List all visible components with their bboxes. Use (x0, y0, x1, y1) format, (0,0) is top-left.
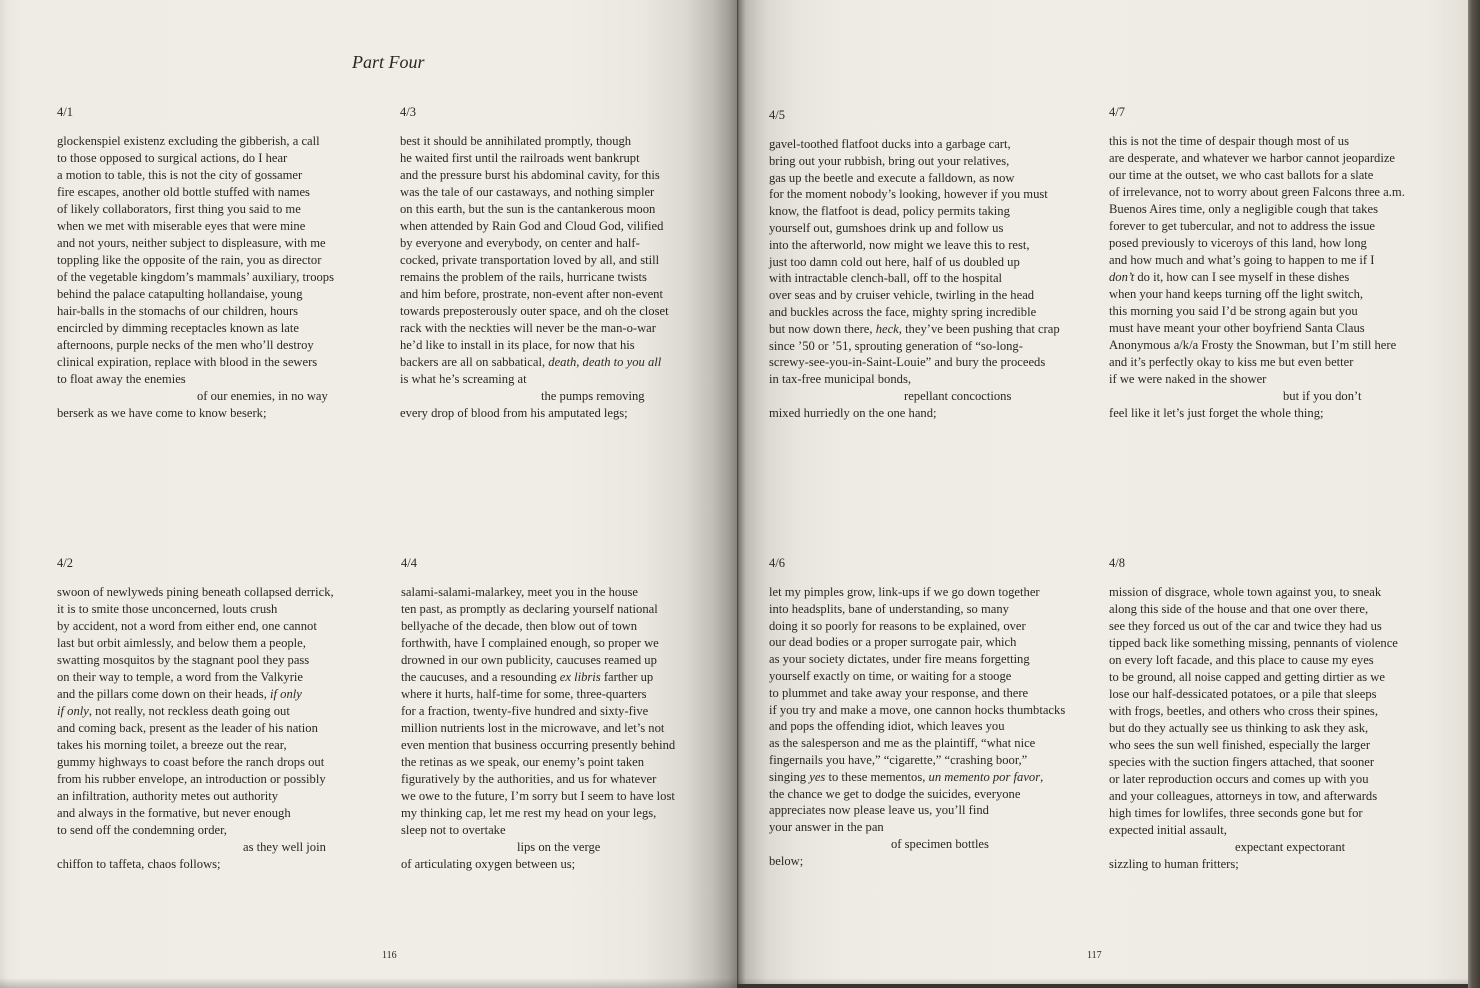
poem-line: with frogs, beetles, and others who cross their spines, (1109, 704, 1378, 718)
poem-line: feel like it let’s just forget the whole thing; (1109, 405, 1324, 420)
poem-line: a motion to table, this is not the city of gossamer (57, 167, 303, 182)
poem-number: 4/6 (769, 556, 785, 570)
poem-line (401, 669, 675, 686)
poem-line: bring out your rubbish, bring out your relatives, (769, 153, 1010, 168)
left-page (0, 0, 737, 988)
italic-phrase: death, death to you all (548, 354, 662, 369)
poem-line: since ’50 or ’51, sprouting generation of “so-long- (769, 338, 1023, 353)
poem-4-8 (1109, 555, 1398, 873)
italic-phrase: un memento por favor (928, 769, 1041, 784)
poem-line: or later reproduction occurs and comes up with you (1109, 772, 1369, 786)
poem-line (400, 354, 669, 371)
poem-line: of the vegetable kingdom’s mammals’ auxiliary, troops (57, 269, 334, 284)
poem-lines (57, 584, 334, 873)
poem-line: gas up the beetle and execute a falldown, as now (769, 170, 1015, 185)
poem-line: was the tale of our castaways, and nothing simpler (400, 184, 655, 199)
poem-line: fingernails you have,” “cigarette,” “crashing boor,” (769, 752, 1028, 767)
poem-line: every drop of blood from his amputated legs; (400, 405, 628, 420)
poem-line: when attended by Rain God and Cloud God, vilified (400, 218, 664, 233)
poem-line-dropped: as they well join (243, 840, 326, 854)
poem-line: remains the problem of the rails, hurricane twists (400, 269, 647, 284)
poem-line: and not yours, neither subject to displeasure, with me (57, 235, 326, 250)
poem-number: 4/5 (769, 108, 785, 122)
poem-line: bellyache of the decade, then blow out of town (401, 619, 638, 633)
poem-line: expected initial assault, (1109, 823, 1227, 837)
poem-number: 4/8 (1109, 556, 1125, 570)
poem-4-3 (400, 104, 669, 422)
poem-line: just too damn cold out here, half of us doubled up (769, 254, 1020, 269)
poem-line-dropped: of specimen bottles (891, 836, 989, 851)
poem-line: hair-balls in the stomachs of our children, hours (57, 303, 299, 318)
page-number: 117 (1087, 950, 1102, 961)
poem-line: to send off the condemning order, (57, 823, 227, 837)
poem-line: and the pressure burst his abdominal cavity, for this (400, 167, 660, 182)
poem-line: if you try and make a move, one cannon hocks thumbtacks (769, 702, 1066, 717)
poem-line: takes his morning toilet, a breeze out the rear, (57, 738, 287, 752)
poem-line: it is to smite those unconcerned, louts crush (57, 602, 278, 616)
poem-line: forthwith, have I complained enough, so proper we (401, 636, 659, 650)
poem-line: let my pimples grow, link-ups if we go down together (769, 585, 1040, 599)
poem-number: 4/1 (57, 104, 73, 119)
poem-line: and how much and what’s going to happen to me if I (1109, 252, 1375, 267)
poem-line: as the salesperson and me as the plaintiff, “what nice (769, 736, 1036, 751)
poem-line: to those opposed to surgical actions, do I hear (57, 150, 288, 165)
poem-line: but do they actually see us thinking to ask they ask, (1109, 721, 1369, 735)
poem-line: and buckles across the face, mighty spring incredible (769, 304, 1037, 319)
poem-line: drowned in our own publicity, caucuses reamed up (401, 653, 657, 667)
line-segment: but now down there, (769, 321, 876, 336)
poem-line-dropped: expectant expectorant (1235, 840, 1346, 854)
poem-line: in tax-free municipal bonds, (769, 372, 911, 387)
poem-line: yourself exactly on time, or waiting for a stooge (769, 668, 1012, 683)
poem-line: and always in the formative, but never enough (57, 806, 291, 820)
poem-line: afternoons, purple necks of the men who’ll destroy (57, 337, 314, 352)
poem-line (1109, 269, 1405, 286)
poem-line: berserk as we have come to know beserk; (57, 405, 267, 420)
poem-line (769, 769, 1065, 786)
poem-line: sizzling to human fritters; (1109, 857, 1239, 871)
poem-line: even mention that business occurring presently behind (401, 738, 676, 752)
poem-line: Anonymous a/k/a Frosty the Snowman, but I’m still here (1109, 337, 1397, 352)
poem-line: the chance we get to dodge the suicides, everyone (769, 786, 1021, 801)
poem-line: below; (769, 853, 804, 868)
poem-line: an infiltration, authority metes out authority (57, 789, 279, 803)
poem-line: swoon of newlyweds pining beneath collapsed derrick, (57, 585, 334, 599)
line-segment: backers are all on sabbatical, (400, 354, 549, 369)
poem-line: are desperate, and whatever we harbor cannot jeopardize (1109, 150, 1396, 165)
poem-line: glockenspiel existenz excluding the gibberish, a call (57, 133, 320, 148)
poem-line: this is not the time of despair though most of us (1109, 133, 1349, 148)
poem-line: along this side of the house and that one over there, (1109, 602, 1369, 616)
italic-phrase: don’t (1109, 269, 1135, 284)
poem-line: and pops the offending idiot, which leaves you (769, 719, 1005, 734)
poem-4-6 (769, 555, 1065, 870)
right-page (737, 0, 1468, 984)
poem-lines (401, 584, 675, 873)
poem-line: screwy-see-you-in-Saint-Louie” and bury the proceeds (769, 355, 1046, 370)
poem-lines (769, 136, 1060, 422)
poem-line: we owe to the future, I’m sorry but I seem to have lost (401, 789, 675, 803)
poem-line: if we were naked in the shower (1109, 371, 1267, 386)
poem-line: and your colleagues, attorneys in tow, and afterwards (1109, 789, 1378, 803)
line-segment: farther up (600, 670, 654, 684)
poem-line: to plummet and take away your response, and there (769, 685, 1029, 700)
poem-line: yourself out, gumshoes drink up and follow us (769, 220, 1004, 235)
poem-line: of irrelevance, not to worry about green Falcons three a.m. (1109, 184, 1405, 199)
part-title: Part Four (352, 52, 425, 72)
poem-number: 4/4 (401, 556, 417, 570)
italic-phrase: if only (270, 687, 302, 701)
book-edge (1468, 0, 1480, 988)
poem-line: towards preposterously outer space, and oh the closet (400, 303, 669, 318)
poem-4-2 (57, 555, 334, 873)
poem-line: mixed hurriedly on the one hand; (769, 405, 937, 420)
poem-4-4 (401, 555, 675, 873)
poem-line: swatting mosquitos by the stagnant pool they pass (57, 653, 310, 667)
poem-line-dropped: repellant concoctions (904, 388, 1012, 403)
poem-line: on every loft facade, and this place to cause my eyes (1109, 653, 1374, 667)
poem-line: my thinking cap, let me rest my head on your legs, (401, 806, 657, 820)
poem-line: with intractable clench-ball, off to the hospital (769, 271, 1003, 286)
poem-4-5 (769, 107, 1060, 422)
poem-lines (769, 584, 1065, 870)
poem-lines (1109, 584, 1398, 873)
poem-line: see they forced us out of the car and twice they had us (1109, 619, 1382, 633)
poem-line: Buenos Aires time, only a negligible cough that takes (1109, 201, 1378, 216)
poem-line (57, 686, 334, 703)
poem-line: as your society dictates, under fire means forgetting (769, 652, 1030, 667)
poem-lines (1109, 133, 1405, 422)
line-segment: do it, how can I see myself in these dishes (1134, 269, 1350, 284)
poem-line: must have meant your other boyfriend Santa Claus (1109, 320, 1365, 335)
poem-line-dropped: the pumps removing (541, 388, 645, 403)
poem-4-1 (57, 104, 334, 422)
poem-number: 4/2 (57, 556, 73, 570)
line-segment: singing (769, 769, 810, 784)
poem-line: on their way to temple, a word from the Valkyrie (57, 670, 303, 684)
poem-line: when your hand keeps turning off the light switch, (1109, 286, 1364, 301)
poem-line: high times for lowlifes, three seconds gone but for (1109, 806, 1363, 820)
poem-line: on this earth, but the sun is the cantankerous moon (400, 201, 656, 216)
poem-line: gummy highways to coast before the ranch drops out (57, 755, 325, 769)
poem-line: to be ground, all noise capped and getting dirtier as we (1109, 670, 1385, 684)
poem-line: to float away the enemies (57, 371, 186, 386)
poem-line-dropped: but if you don’t (1283, 388, 1362, 403)
poem-line: tipped back like something missing, pennants of violence (1109, 636, 1398, 650)
poem-line: salami-salami-malarkey, meet you in the house (401, 585, 638, 599)
poem-line: toppling like the opposite of the rain, you as director (57, 252, 322, 267)
poem-line: who sees the sun well finished, especially the larger (1109, 738, 1371, 752)
italic-phrase: heck (875, 321, 899, 336)
poem-line-dropped: of our enemies, in no way (197, 388, 328, 403)
poem-line: of likely collaborators, first thing you said to me (57, 201, 301, 216)
poem-line: into the afterworld, now might we leave this to rest, (769, 237, 1030, 252)
poem-line: gavel-toothed flatfoot ducks into a garbage cart, (769, 137, 1011, 151)
poem-line: lose our half-dessicated potatoes, or a pile that sleeps (1109, 687, 1377, 701)
poem-4-7 (1109, 104, 1405, 422)
poem-line: encircled by dimming receptacles known as late (57, 320, 299, 335)
poem-line: is what he’s screaming at (400, 371, 527, 386)
poem-line: last but orbit aimlessly, and below them a people, (57, 636, 306, 650)
poem-line (57, 703, 334, 720)
poem-line: by accident, not a word from either end, one cannot (57, 619, 317, 633)
poem-line: forever to get tubercular, and not to address the issue (1109, 218, 1375, 233)
poem-line: our dead bodies or a proper surrogate pair, which (769, 635, 1017, 650)
poem-line: know, the flatfoot is dead, policy permits taking (769, 204, 1010, 219)
poem-line: your answer in the pan (769, 820, 884, 835)
poem-line: mission of disgrace, whole town against you, to sneak (1109, 585, 1382, 599)
poem-line: and him before, prostrate, non-event after non-event (400, 286, 663, 301)
poem-line: million nutrients lost in the microwave, and let’s not (401, 721, 665, 735)
line-segment: , they’ve been pushing that crap (898, 321, 1060, 336)
italic-phrase: ex libris (559, 670, 601, 684)
poem-line: sleep not to overtake (401, 823, 506, 837)
poem-line: rack with the neckties will never be the man-o-war (400, 320, 656, 335)
poem-line-dropped: lips on the verge (517, 840, 601, 854)
poem-line: doing it so poorly for reasons to be explained, over (769, 618, 1026, 633)
poem-line: he’d like to install in its place, for now that his (400, 337, 635, 352)
poem-line: by everyone and everybody, on center and half- (400, 235, 640, 250)
italic-phrase: yes (809, 769, 826, 784)
poem-line: chiffon to taffeta, chaos follows; (57, 857, 221, 871)
poem-line: from his rubber envelope, an introduction or possibly (57, 772, 326, 786)
line-segment: and the pillars come down on their heads, (57, 687, 270, 701)
poem-line: into headsplits, bane of understanding, so many (769, 601, 1009, 616)
poem-lines (400, 133, 669, 422)
poem-line: this morning you said I’d be strong again but you (1109, 303, 1358, 318)
poem-line: for a fraction, twenty-five hundred and sixty-five (401, 704, 649, 718)
page-number: 116 (382, 950, 397, 961)
poem-line: fire escapes, another old bottle stuffed with names (57, 184, 310, 199)
line-segment: , not really, not reckless death going out (88, 704, 290, 718)
line-segment: the caucuses, and a resounding (401, 670, 560, 684)
line-segment: , (1040, 769, 1044, 784)
poem-line: best it should be annihilated promptly, though (400, 133, 632, 148)
poem-line: ten past, as promptly as declaring yourself national (401, 602, 658, 616)
poem-line: over seas and by cruiser vehicle, twirling in the head (769, 288, 1035, 303)
poem-number: 4/3 (400, 104, 416, 119)
poem-line: figuratively by the authorities, and us for whatever (401, 772, 657, 786)
poem-line (769, 321, 1060, 338)
italic-phrase: if only (57, 704, 89, 718)
poem-line: and coming back, present as the leader of his nation (57, 721, 318, 735)
poem-line: behind the palace catapulting hollandaise, young (57, 286, 303, 301)
poem-line: appreciates now please leave us, you’ll find (769, 803, 989, 818)
poem-line: the retinas as we speak, our enemy’s point taken (401, 755, 645, 769)
poem-line: and it’s perfectly okay to kiss me but even better (1109, 354, 1354, 369)
poem-line: he waited first until the railroads went bankrupt (400, 150, 640, 165)
page-bottom-shadow (0, 978, 1468, 988)
line-segment: to these mementos, (825, 769, 929, 784)
poem-line: cocked, private transportation loved by all, and still (400, 252, 660, 267)
poem-lines (57, 133, 334, 422)
poem-line: our time at the outset, we who cast ballots for a slate (1109, 167, 1374, 182)
poem-line: for the moment nobody’s looking, however if you must (769, 187, 1048, 202)
poem-line: of articulating oxygen between us; (401, 857, 576, 871)
poem-line: posed previously to viceroys of this land, how long (1109, 235, 1367, 250)
poem-line: when we met with miserable eyes that were mine (57, 218, 306, 233)
poem-line: clinical expiration, replace with blood in the sewers (57, 354, 318, 369)
poem-number: 4/7 (1109, 104, 1125, 119)
poem-line: where it hurts, half-time for some, three-quarters (401, 687, 647, 701)
poem-line: species with the suction fingers attached, that sooner (1109, 755, 1375, 769)
